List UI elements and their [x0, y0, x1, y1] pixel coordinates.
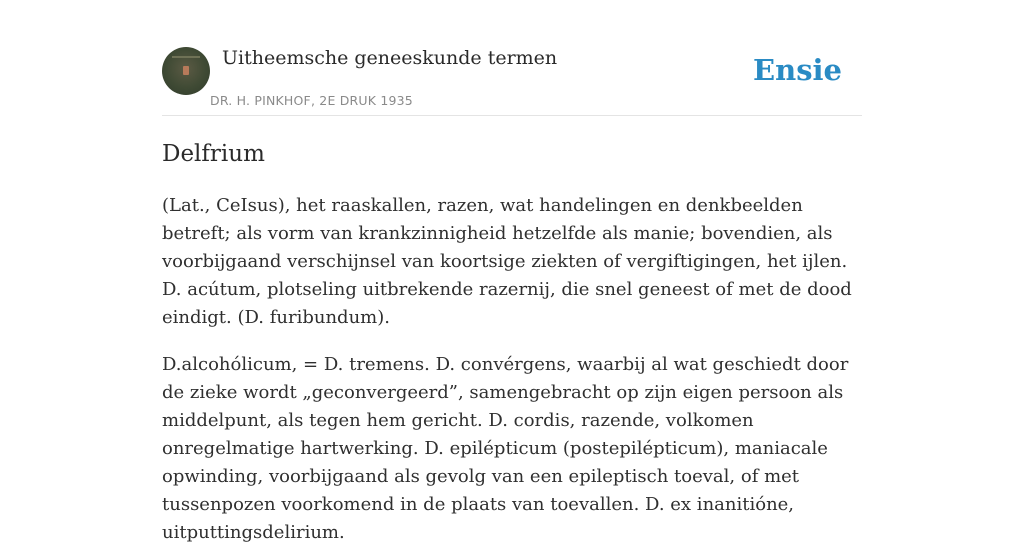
entry-paragraph: (Lat., CeIsus), het raaskallen, razen, wat handelingen en denkbeelden betreft; als vorm van krankzinnigheid hetzelfde als manie; bovendien, als voorbijgaand verschijnsel van koortsige ziekten of vergiftigingen, het ijlen. D. acútum, plotseling uitbrekende razernij, die snel geneest of met de dood eindigt. (D. furibundum). — [162, 195, 852, 328]
cover-band — [172, 56, 200, 58]
brand-logo[interactable]: Ensie — [753, 53, 842, 87]
header — [162, 0, 862, 116]
entry-content — [162, 138, 862, 547]
entry-title: Delfrium — [162, 141, 265, 167]
book-title[interactable]: Uitheemsche geneeskunde termen — [222, 47, 558, 69]
entry-paragraph: D.alcohólicum, = D. tremens. D. convérgens, waarbij al wat geschiedt door de zieke wordt „geconvergeerd”, samengebracht op zijn eigen persoon als middelpunt, als tegen hem gericht. D. cordis, razende, volkomen onregelmatige hartwerking. D. epilépticum (postepilépticum), maniacale opwinding, voorbijgaand als gevolg van een epileptisch toeval, of met tussenpozen voorkomend in de plaats van toevallen. D. ex inanitióne, uitputtingsdelirium. — [162, 354, 849, 543]
book-subtitle: DR. H. PINKHOF, 2E DRUK 1935 — [210, 93, 413, 108]
cover-emblem — [183, 66, 189, 75]
book-cover-icon[interactable] — [162, 47, 210, 95]
